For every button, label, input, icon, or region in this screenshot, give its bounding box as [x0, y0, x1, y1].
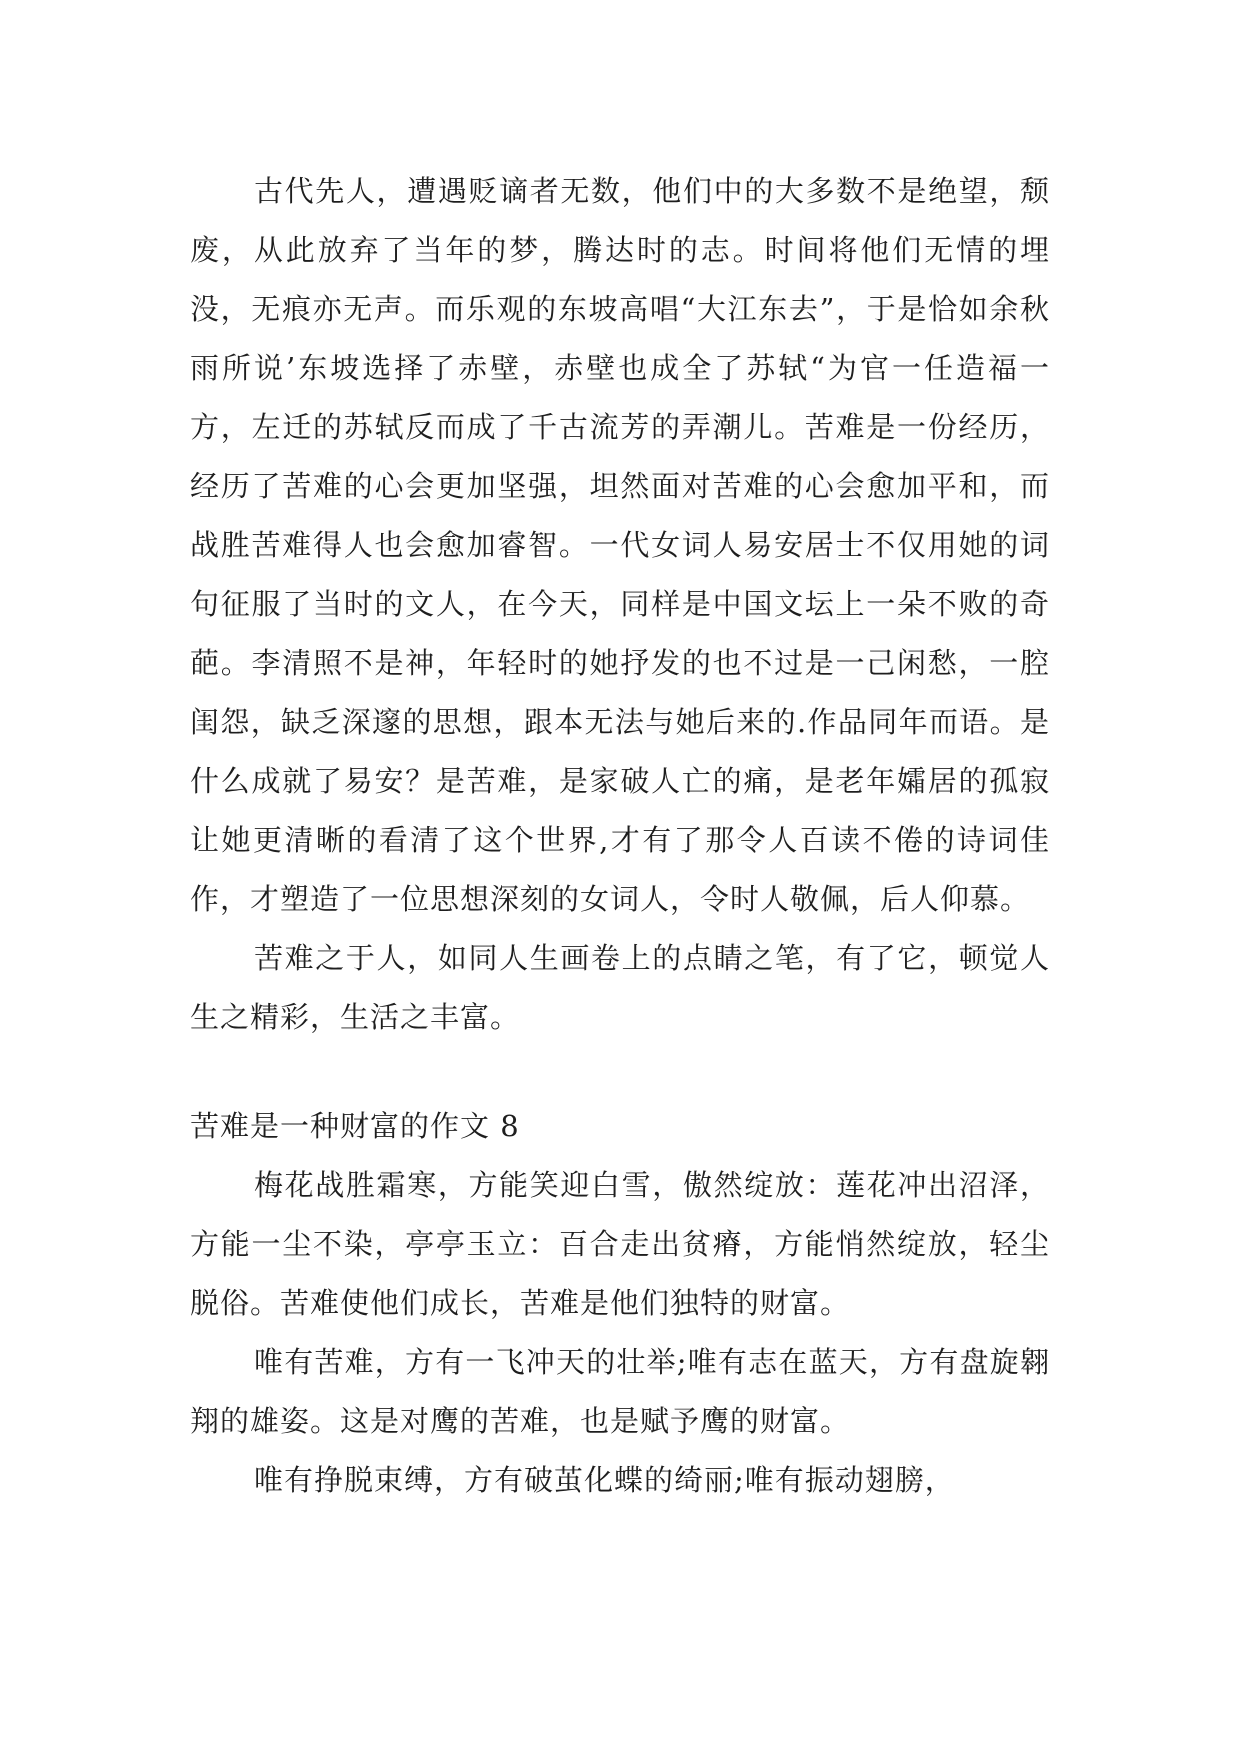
paragraph-su-shi-li-qingzhao: 古代先人，遭遇贬谪者无数，他们中的大多数不是绝望，颓废，从此放弃了当年的梦，腾达时的志。时间将他们无情的埋没，无痕亦无声。而乐观的东坡高唱“大江东去”，于是恰如余秋雨所说’东坡选择了赤壁，赤壁也成全了苏轼“为官一任造福一方，左迁的苏轼反而成了千古流芳的弄潮儿。苦难是一份经历，经历了苦难的心会更加坚强，坦然面对苦难的心会愈加平和，而战胜苦难得人也会愈加睿智。一代女词人易安居士不仅用她的词句征服了当时的文人，在今天，同样是中国文坛上一朵不败的奇葩。李清照不是神，年轻时的她抒发的也不过是一己闲愁，一腔闺怨，缺乏深邃的思想，跟本无法与她后来的.作品同年而语。是什么成就了易安？是苦难，是家破人亡的痛，是老年孀居的孤寂让她更清晰的看清了这个世界,才有了那令人百读不倦的诗词佳作，才塑造了一位思想深刻的女词人，令时人敬佩，后人仰慕。 — [190, 174, 1050, 916]
paragraph-butterfly: 唯有挣脱束缚，方有破茧化蝶的绮丽;唯有振动翅膀， — [254, 1463, 955, 1497]
paragraph-flowers: 梅花战胜霜寒，方能笑迎白雪，傲然绽放：莲花冲出沼泽，方能一尘不染，亭亭玉立：百合走出贫瘠，方能悄然绽放，轻尘脱俗。苦难使他们成长，苦难是他们独特的财富。 — [190, 1168, 1050, 1320]
section-title: 苦难是一种财富的作文 8 — [190, 1109, 520, 1143]
paragraph-eagle: 唯有苦难，方有一飞冲天的壮举;唯有志在蓝天，方有盘旋翱翔的雄姿。这是对鹰的苦难，也是赋予鹰的财富。 — [190, 1345, 1050, 1438]
document-body — [190, 162, 1050, 1510]
paragraph-hardship-conclusion: 苦难之于人，如同人生画卷上的点睛之笔，有了它，顿觉人生之精彩，生活之丰富。 — [190, 941, 1050, 1034]
